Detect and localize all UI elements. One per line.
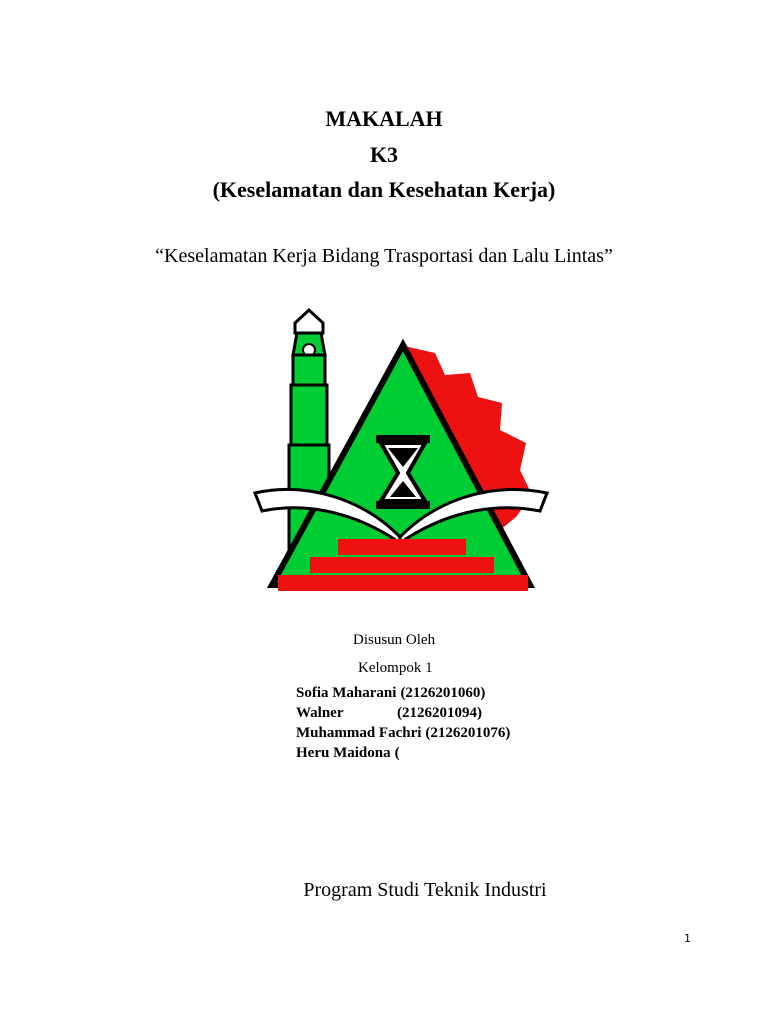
member-row <box>296 703 510 723</box>
member-name: Sofia Maharani <box>296 685 397 701</box>
member-name: Heru Maidona <box>296 745 391 761</box>
member-id: (2126201076) <box>425 725 511 741</box>
study-program: Program Studi Teknik Industri <box>303 879 547 901</box>
member-name: Muhammad Fachri <box>296 725 422 741</box>
member-id: (2126201094) <box>397 705 482 721</box>
university-emblem-icon <box>250 305 550 595</box>
title-full: (Keselamatan dan Kesehatan Kerja) <box>212 177 556 202</box>
group-name: Kelompok 1 <box>358 660 433 676</box>
member-row <box>296 723 510 743</box>
member-row <box>296 743 510 763</box>
page-number: 1 <box>684 932 691 945</box>
title-makalah: MAKALAH <box>325 106 443 131</box>
member-list <box>296 683 510 763</box>
member-name: Walner <box>296 705 344 721</box>
subtitle-topic: “Keselamatan Kerja Bidang Trasportasi dan Lalu Lintas” <box>155 245 613 267</box>
author-heading: Disusun Oleh <box>353 632 436 648</box>
member-id: (2126201060) <box>400 685 486 701</box>
member-id: ( <box>394 745 400 761</box>
title-k3: K3 <box>369 142 399 167</box>
member-row <box>296 683 510 703</box>
